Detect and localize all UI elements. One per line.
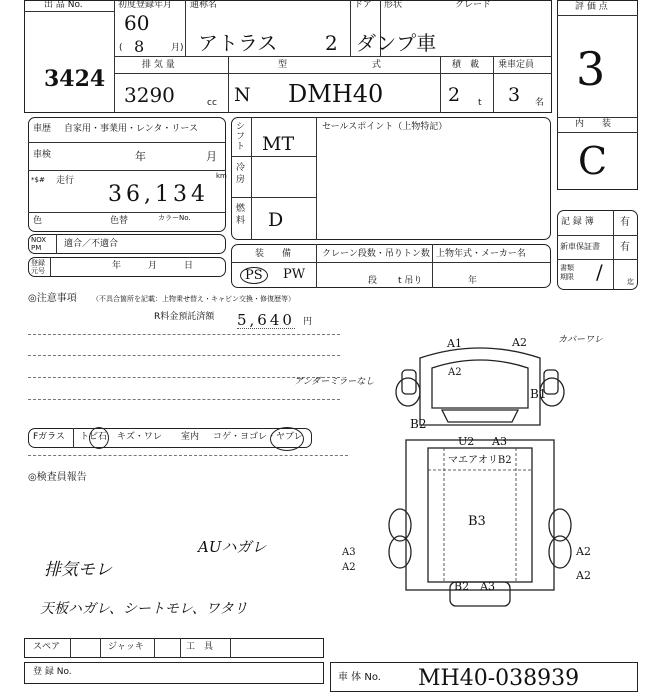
crane-tons-unit: t 吊り — [398, 276, 423, 286]
annotation-under-mirror: アンダーミラーなし — [294, 377, 375, 387]
lot-number: 3424 — [44, 66, 106, 92]
model-label: 型 — [278, 60, 288, 70]
crane-stages-unit: 段 — [368, 276, 378, 286]
equipment-ps: PS — [240, 267, 268, 284]
diagram-mark-a1: A1 — [447, 337, 462, 350]
displacement-value: 3290 — [124, 83, 175, 107]
equipment-label: 装 備 — [255, 249, 292, 259]
recycle-yen: 円 — [303, 317, 313, 327]
warranty-value: 有 — [620, 242, 630, 253]
chassis-number: MH40-038939 — [418, 666, 580, 691]
capacity-unit: t — [478, 98, 482, 108]
fuel-code: N — [234, 84, 251, 106]
record-label: 記 録 簿 — [561, 217, 594, 227]
jack-label: ジャッキ — [108, 642, 144, 652]
vehicle-info-block — [28, 117, 226, 232]
diagram-mark-a3-left: A3 — [342, 547, 356, 558]
reg-date-block — [28, 257, 226, 277]
capacity-label: 積 載 — [452, 60, 480, 70]
diagram-mark-u2: U2 — [458, 435, 475, 448]
equipment-footer — [24, 638, 324, 658]
fuel-label: 燃料 — [236, 204, 246, 226]
sales-point-label: セールスポイント（上物特記） — [322, 122, 448, 132]
annotation-cover-crack: カバーワレ — [558, 335, 604, 345]
nox-label: NOX PM — [31, 236, 47, 252]
fuel-value: D — [268, 209, 284, 231]
diagram-mark-b3: B3 — [468, 514, 486, 529]
report-line-2: 排気モレ — [44, 560, 112, 580]
glass-chip: トビ石 — [80, 432, 108, 442]
inspection-label: 車検 — [33, 150, 52, 160]
first-reg-label: 初度登録年月 — [118, 0, 173, 10]
shape-value: ダンプ車 — [356, 31, 437, 55]
first-reg-year: 60 — [124, 11, 150, 35]
lot-label: 出 品 No. — [44, 0, 83, 10]
notes-subtitle: （不具合箇所を記載：上物乗せ替え・キャビン交換・修復歴等） — [92, 295, 295, 303]
diagram-mark-a2-top: A2 — [512, 336, 527, 349]
glass-interior: 室内 — [181, 432, 200, 442]
interior-score: C — [578, 139, 608, 183]
mileage-prefix: *$# — [31, 176, 45, 184]
diagram-mark-a2-right: A2 — [576, 545, 591, 558]
body-label: 上物年式・メーカー名 — [436, 249, 526, 259]
expiry-unit: 迄 — [627, 278, 634, 286]
seats-label: 乗車定員 — [498, 60, 535, 70]
diagram-mark-b2-rear: B2 — [454, 580, 470, 593]
nox-value: 適合／不適合 — [64, 239, 119, 249]
diagram-mark-a2-left: A2 — [342, 562, 356, 573]
seats-value: 3 — [508, 84, 521, 106]
diagram-mark-b1: B1 — [530, 387, 547, 401]
rating-label: 評 価 点 — [575, 2, 608, 12]
mileage-value: 36,134 — [108, 182, 209, 207]
interior-label: 内 装 — [575, 119, 612, 129]
diagram-mark-a2-right2: A2 — [576, 569, 591, 582]
record-value: 有 — [620, 217, 630, 228]
first-reg-month: 8 — [134, 37, 145, 56]
recycle-label: R料金預託済額 — [154, 312, 215, 322]
category-options: 自家用・事業用・レンタ・リース — [64, 124, 198, 134]
ac-label: 冷房 — [236, 163, 246, 185]
capacity-value: 2 — [448, 84, 461, 106]
report-line-1: AUハガレ — [198, 538, 267, 556]
tools-label: 工 具 — [186, 642, 214, 652]
doors-value: 2 — [325, 31, 338, 55]
inspection-month-unit: 月 — [206, 150, 217, 163]
shape-label: 形状 — [384, 0, 403, 10]
warranty-label: 新車保証書 — [560, 242, 600, 251]
color-label: 色 — [33, 216, 43, 226]
glass-burn: コゲ・ヨゴレ・ヤブレ — [213, 432, 303, 442]
shift-label: シフト — [236, 122, 246, 152]
reg-year-unit: 年 — [112, 261, 122, 271]
color-code-label: カラーNo. — [158, 214, 191, 222]
body-year-unit: 年 — [468, 276, 478, 286]
grade-label: グレード — [455, 0, 492, 10]
color-no-label: 色替 — [110, 216, 129, 226]
shift-value: MT — [262, 133, 295, 155]
category-label: 車歴 — [33, 124, 52, 134]
cc-unit: cc — [207, 98, 217, 108]
km-unit: km — [216, 172, 227, 180]
seats-unit: 名 — [535, 98, 545, 108]
glass-scratch: キズ・ワレ — [117, 432, 162, 442]
model-sub-label: 式 — [372, 60, 382, 70]
name-label: 通称名 — [190, 0, 218, 10]
reg-day-unit: 日 — [184, 261, 194, 271]
report-line-3: 天板ハガレ、シートモレ、ワタリ — [40, 601, 248, 617]
doors-label: ドア — [354, 0, 372, 10]
recycle-amount: 5,640 — [237, 311, 295, 329]
reg-month-unit: 月 — [148, 261, 158, 271]
crane-label: クレーン段数・吊りトン数 — [322, 249, 430, 259]
rating-score: 3 — [576, 42, 606, 96]
expiry-value: / — [596, 260, 603, 284]
diagram-mark-a2-cab: A2 — [448, 367, 462, 378]
inspection-year-unit: 年 — [135, 150, 146, 163]
model-value: DMH40 — [288, 80, 384, 108]
first-reg-month-unit: 月 — [171, 43, 181, 53]
glass-burn-circle — [270, 427, 304, 451]
chassis-label: 車 体 No. — [338, 672, 381, 683]
expiry-label: 書類期限 — [560, 264, 574, 281]
glass-label: Fガラス — [33, 432, 65, 442]
displacement-label: 排 気 量 — [142, 60, 175, 70]
vehicle-name: アトラス — [198, 31, 278, 55]
diagram-mark-front-gate: マエアオリB2 — [448, 455, 512, 466]
reg-no-label: 登 録 No. — [33, 667, 72, 677]
nox-block — [28, 234, 226, 254]
diagram-mark-a3-cab: A3 — [492, 435, 507, 448]
mileage-label: 走行 — [56, 176, 75, 186]
diagram-mark-b2-left: B2 — [410, 417, 427, 431]
inspector-title: ◎検査員報告 — [28, 472, 87, 483]
notes-title: ◎注意事項 — [28, 293, 77, 304]
diagram-mark-a3-rear: A3 — [480, 580, 495, 593]
spare-label: スペア — [33, 642, 61, 652]
reg-label: 登録 元号 — [31, 259, 45, 275]
glass-chip-circle — [89, 427, 109, 449]
equipment-pw: PW — [283, 267, 306, 282]
